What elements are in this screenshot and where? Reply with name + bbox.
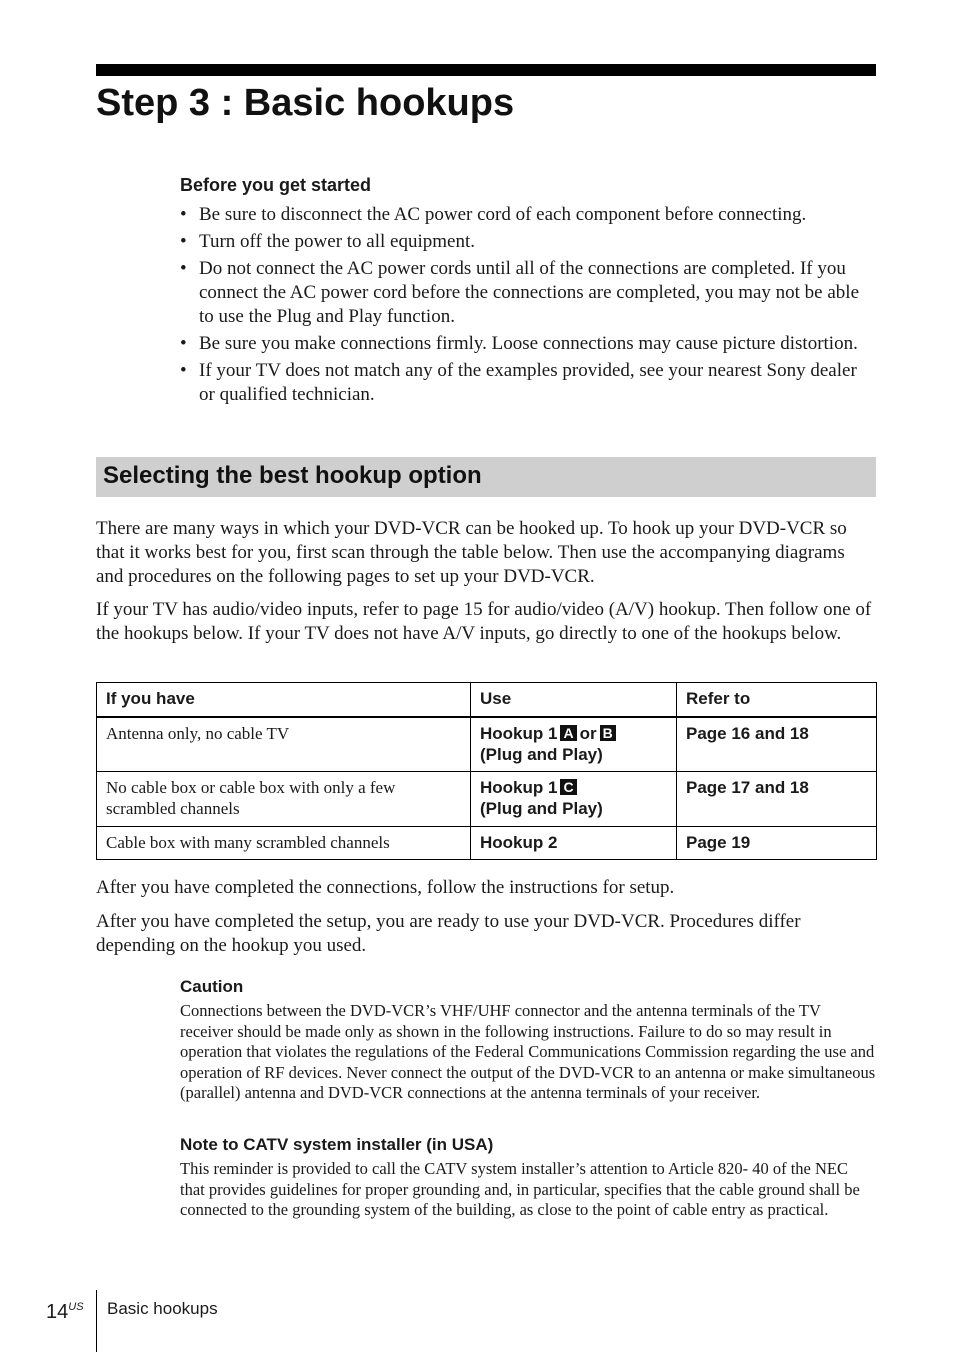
after-setup-text: After you have completed the setup, you are ready to use your DVD-VCR. Procedures differ depending on the hookup you used.: [96, 911, 801, 956]
list-item: • Be sure you make connections firmly. Loose connections may cause picture distortion.: [180, 333, 858, 354]
intro-paragraph-1: There are many ways in which your DVD-VCR can be hooked up. To hook up your DVD-VCR so that it works best for you, first scan through the table below. Then use the accompanying diagrams and procedures on the following pages to set up your DVD-VCR.: [96, 518, 847, 587]
page-title: Step 3 : Basic hookups: [96, 82, 515, 124]
table-header-row: [97, 683, 877, 718]
before-you-start-section: [180, 173, 876, 410]
table-row: [97, 772, 877, 827]
table-row: [97, 717, 877, 772]
hookup-letter-c-badge: C: [560, 779, 576, 795]
section-header-bar: [96, 457, 876, 497]
cell-have: Antenna only, no cable TV: [97, 717, 471, 772]
list-item: • Be sure to disconnect the AC power cord of each component before connecting.: [180, 204, 807, 225]
footer-section-label: Basic hookups: [107, 1299, 218, 1318]
before-you-start-heading: Before you get started: [180, 175, 372, 195]
cell-use: Hookup 1 C (Plug and Play): [471, 772, 677, 827]
cell-refer: Page 17 and 18: [677, 772, 877, 827]
cell-have: No cable box or cable box with only a few scrambled channels: [97, 772, 471, 827]
catv-note-text: This reminder is provided to call the CATV system installer’s attention to Article 820- 40 of the NEC that provides guidelines for proper grounding and, in particular, specifies that the cable ground shall be connected to the grounding system of the building, as close to the point of cable entry as practical.: [180, 1159, 860, 1220]
caution-heading: Caution: [180, 977, 244, 996]
caution-note: [180, 976, 876, 1104]
precautions-list: [180, 203, 876, 407]
cell-refer: Page 19: [677, 827, 877, 860]
column-header-have: If you have: [97, 683, 471, 718]
title-rule: [96, 64, 876, 76]
page-number: $14^{US}$: [46, 1301, 84, 1323]
column-header-use: Use: [471, 683, 677, 718]
hookup-options-table: [96, 682, 877, 860]
cell-refer: Page 16 and 18: [677, 717, 877, 772]
cell-have: Cable box with many scrambled channels: [97, 827, 471, 860]
hookup-letter-b-badge: B: [600, 725, 616, 741]
list-item: • Turn off the power to all equipment.: [180, 231, 475, 252]
catv-installer-note: [180, 1134, 876, 1221]
page-number-suffix: US: [68, 1301, 84, 1313]
footer-divider: [96, 1290, 97, 1352]
intro-paragraph-2: If your TV has audio/video inputs, refer to page 15 for audio/video (A/V) hookup. Then follow one of the hookups below. If your TV does not have A/V inputs, go directly to one of the hookups below.: [96, 599, 872, 644]
catv-note-heading: Note to CATV system installer (in USA): [180, 1135, 494, 1154]
hookup-letter-a-badge: A: [560, 725, 576, 741]
cell-use: Hookup 2: [471, 827, 677, 860]
cell-use: Hookup 1 A or B (Plug and Play): [471, 717, 677, 772]
list-item: • If your TV does not match any of the examples provided, see your nearest Sony dealer or qualified technician.: [180, 360, 857, 405]
column-header-refer: Refer to: [677, 683, 877, 718]
after-connections-text: After you have completed the connections, follow the instructions for setup.: [96, 877, 675, 898]
list-item: • Do not connect the AC power cords until all of the connections are completed. If you connect the AC power cord before the connections are completed, you may not be able to use the Plug and Play function.: [180, 258, 860, 327]
section-heading: Selecting the best hookup option: [103, 462, 482, 489]
caution-text: Connections between the DVD-VCR’s VHF/UHF connector and the antenna terminals of the TV receiver should be made only as shown in the following instructions. Failure to do so may result in operation that violates the regulations of the Federal Communications Commission regarding the use and operation of RF devices. Never connect the output of the DVD-VCR to an antenna or make simultaneous (parallel) antenna and DVD-VCR connections at the antenna terminals of your receiver.: [180, 1001, 876, 1103]
table-row: [97, 827, 877, 860]
